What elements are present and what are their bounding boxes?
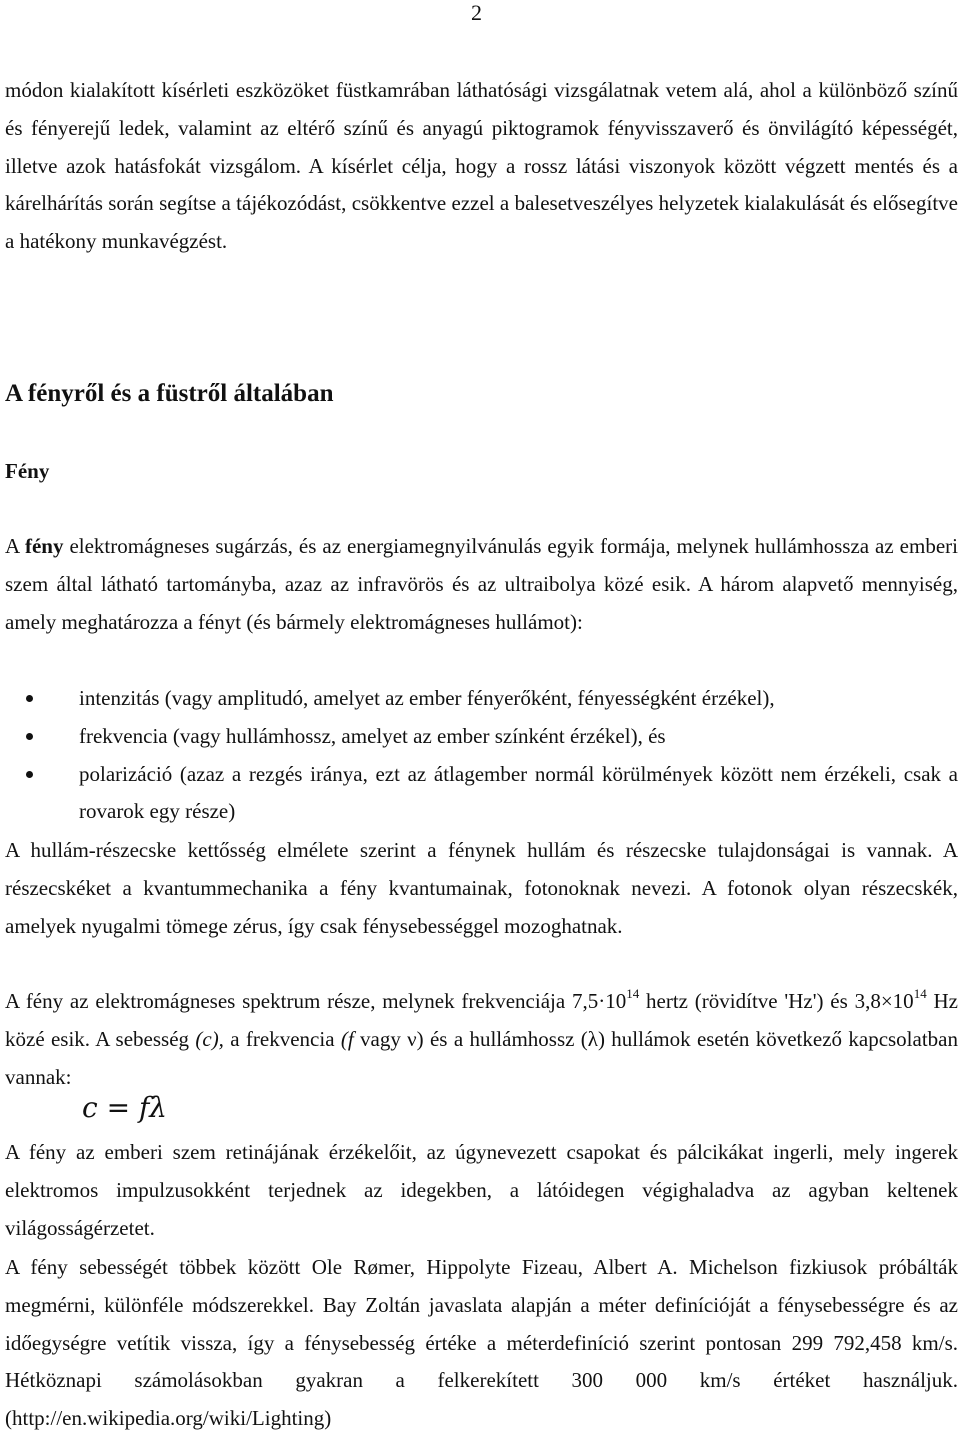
duality-paragraph: A hullám-részecske kettősség elmélete szerint a fénynek hullám és részecske tulajdonságai is vannak. A részecskéket a kvantummechanika a fény kvantumainak, fotonoknak nevezi. A fotonok olyan részecskék, amelyek nyugalmi tömege zérus, így csak fénysebességgel mozoghatnak. [5, 838, 958, 938]
spectrum-text-5: vagy ν) és a hullámhossz (λ) hullámok esetén következő kapcsolatban vannak: [5, 1026, 958, 1089]
section-heading: A fényről és a füstről általában [5, 380, 334, 407]
speed-paragraph: A fény sebességét többek között Ole Rømer, Hippolyte Fizeau, Albert A. Michelson fizkiusok próbálták megmérni, különféle módszerekkel. Bay Zoltán javaslata alapján a méter definícióját a fénysebességre és az időegységre vetítik vissza, így a fénysebesség értéke a méterdefiníció szerint pontosan 299 792,458 km/s. Hétköznapi számolásokban gyakran a felkerekített 300 000 km/s értéket használjuk. (http://en.wikipedia.org/wiki/Lighting) [5, 1255, 958, 1431]
list-item [0, 680, 958, 718]
list-item [0, 718, 958, 756]
list-item-text: frekvencia (vagy hullámhossz, amelyet az ember színként érzékel), és [79, 723, 666, 748]
spectrum-text-3: Hz közé esik. A sebesség [5, 989, 958, 1051]
spectrum-paragraph [5, 983, 958, 1096]
subsection-heading: Fény [5, 459, 50, 483]
light-definition-lead: A [5, 534, 25, 558]
bullet-icon [26, 733, 33, 740]
light-properties-list [0, 680, 958, 831]
bullet-icon [26, 695, 33, 702]
spectrum-text-1: A fény az elektromágneses spektrum része, melynek frekvenciája 7,5·10 [5, 989, 627, 1013]
eye-paragraph: A fény az emberi szem retinájának érzékelőit, az úgynevezett csapokat és pálcikákat ingerli, mely ingerek elektromos impulzusokként terjednek az idegekben, a látóidegen végighaladva az agyban keltenek világosságérzetet. [5, 1140, 958, 1240]
light-term: fény [24, 534, 64, 558]
frequency-symbol: (f [340, 1026, 354, 1051]
exponent-2: 14 [913, 986, 927, 1001]
list-item-text: polarizáció (azaz a rezgés iránya, ezt az átlagember normál körülmények között nem érzékeli, csak a rovarok egy része) [79, 761, 958, 824]
list-item-text: intenzitás (vagy amplitudó, amelyet az ember fényerőként, fényességként érzékel), [79, 686, 775, 710]
light-definition-paragraph [5, 528, 958, 641]
exponent-1: 14 [626, 986, 640, 1001]
wave-formula: c = fλ [82, 1091, 168, 1124]
list-item [0, 756, 958, 832]
spectrum-text-4: a frekvencia [223, 1026, 341, 1051]
page-number: 2 [471, 0, 482, 25]
intro-paragraph: módon kialakított kísérleti eszközöket füstkamrában láthatósági vizsgálatnak vetem alá, ahol a különböző színű és fényerejű ledek, valamint az eltérő színű és anyagú piktogramok fényvisszaverő és önvilágító képességét, illetve azok hatásfokát vizsgálom. A kísérlet célja, hogy a rossz látási viszonyok között végzett mentés és a kárelhárítás során segítse a tájékozódást, csökkentve ezzel a balesetveszélyes helyzetek kialakulását és elősegítve a hatékony munkavégzést. [5, 78, 958, 254]
speed-symbol: (c), [195, 1026, 224, 1051]
bullet-icon [26, 771, 33, 778]
light-definition-text: elektromágneses sugárzás, és az energiamegnyilvánulás egyik formája, melynek hullámhossza az emberi szem által látható tartományba, azaz az infravörös és az ultraibolya közé esik. A három alapvető mennyiség, amely meghatározza a fényt (és bármely elektromágneses hullámot): [5, 534, 958, 634]
spectrum-text-2: hertz (rövidítve 'Hz') és 3,8×10 [639, 989, 914, 1013]
